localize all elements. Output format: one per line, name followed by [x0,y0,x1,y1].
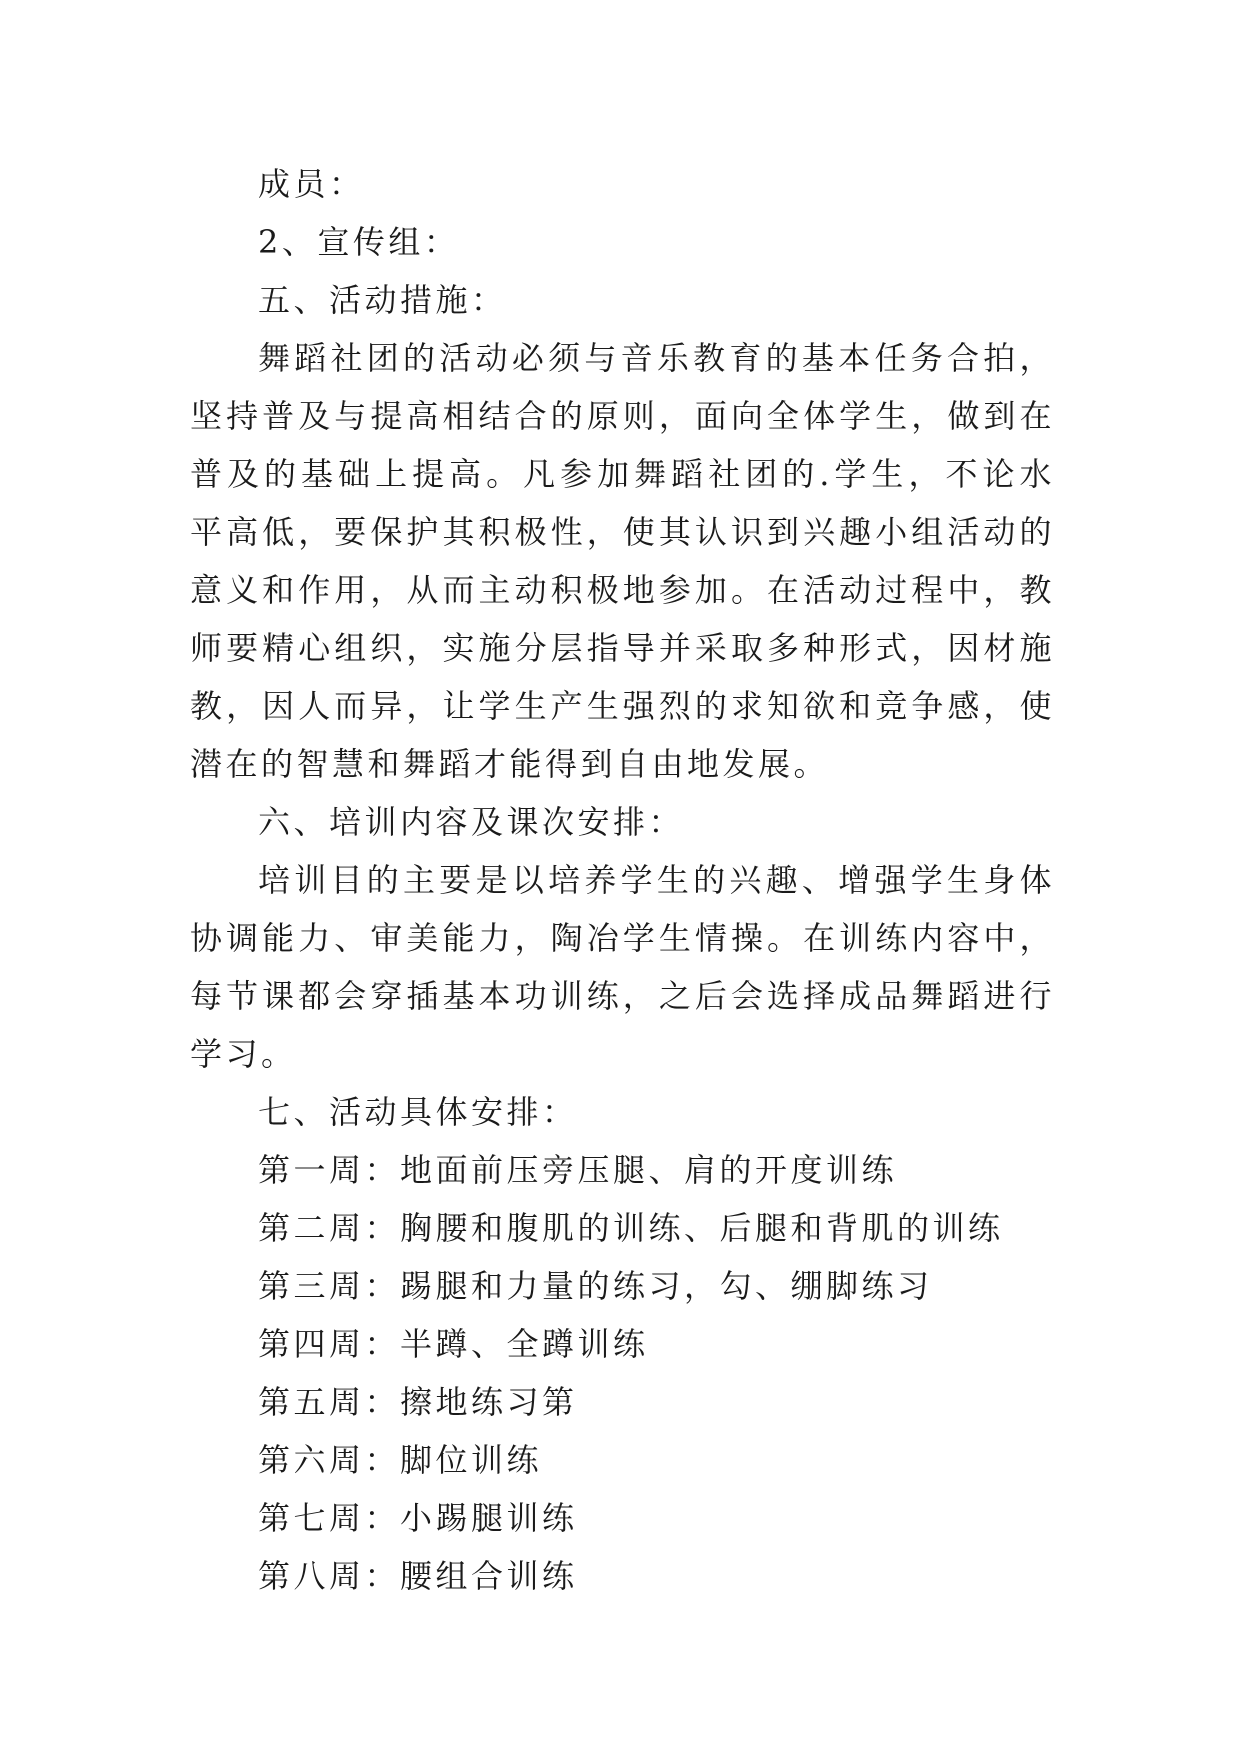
schedule-item-week-5: 第五周：擦地练习第 [258,1383,578,1421]
paragraph-members: 成员： [258,165,365,203]
paragraph-publicity-group: 2、宣传组： [258,223,460,261]
schedule-item-week-8: 第八周：腰组合训练 [258,1557,578,1595]
schedule-item-week-2: 第二周：胸腰和腹肌的训练、后腿和背肌的训练 [258,1209,1004,1247]
paragraph-activity-measures-body: 舞蹈社团的活动必须与音乐教育的基本任务合拍，坚持普及与提高相结合的原则，面向全体学生，做到在普及的基础上提高。凡参加舞蹈社团的.学生，不论水平高低，要保护其积极性，使其认识到兴趣小组活动的意义和作用，从而主动积极地参加。在活动过程中，教师要精心组织，实施分层指导并采取多种形式，因材施教，因人而异，让学生产生强烈的求知欲和竞争感，使潜在的智慧和舞蹈才能得到自由地发展。 [190,339,1055,783]
heading-activity-measures: 五、活动措施： [258,281,507,319]
schedule-item-week-7: 第七周：小踢腿训练 [258,1499,578,1537]
schedule-item-week-1: 第一周：地面前压旁压腿、肩的开度训练 [258,1151,898,1189]
document-body [190,155,1055,1605]
heading-activity-schedule: 七、活动具体安排： [258,1093,578,1131]
schedule-item-week-3: 第三周：踢腿和力量的练习，勾、绷脚练习 [258,1267,933,1305]
schedule-item-week-6: 第六周：脚位训练 [258,1441,543,1479]
schedule-item-week-4: 第四周：半蹲、全蹲训练 [258,1325,649,1363]
heading-training-content: 六、培训内容及课次安排： [258,803,685,841]
paragraph-training-content-body: 培训目的主要是以培养学生的兴趣、增强学生身体协调能力、审美能力，陶冶学生情操。在训练内容中，每节课都会穿插基本功训练，之后会选择成品舞蹈进行学习。 [190,861,1055,1073]
